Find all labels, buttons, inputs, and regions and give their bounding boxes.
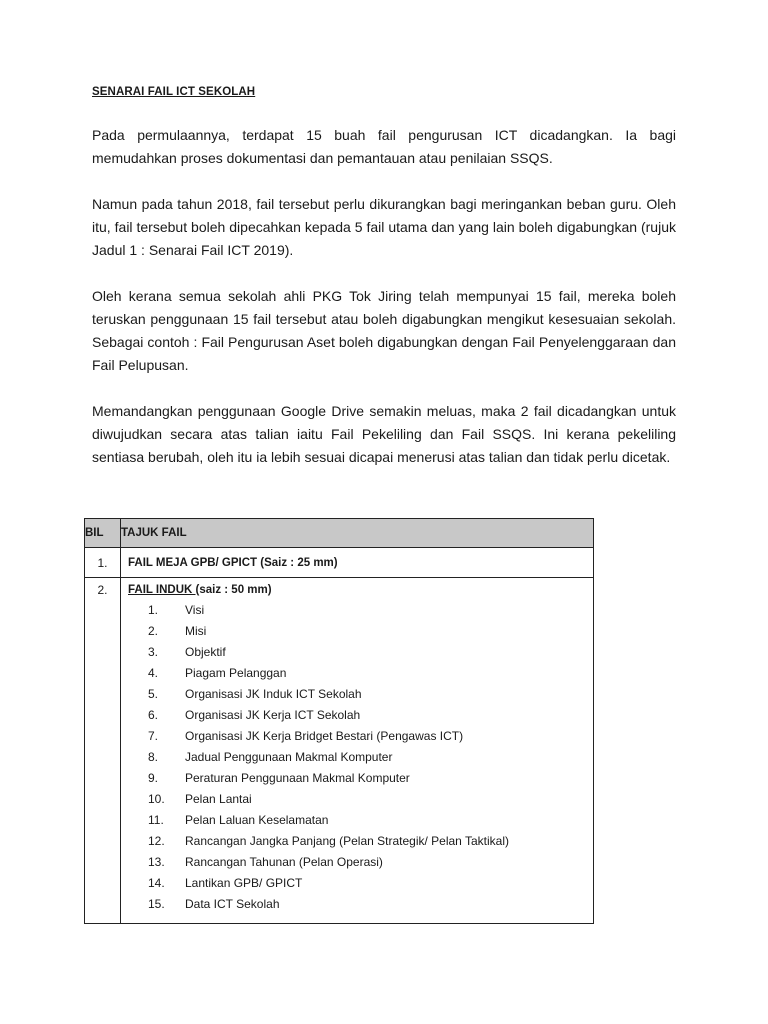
list-item xyxy=(128,852,593,873)
list-item xyxy=(128,663,593,684)
list-item xyxy=(128,789,593,810)
item-number: 2. xyxy=(148,624,159,638)
fail-induk-heading xyxy=(128,584,593,596)
item-number: 13. xyxy=(148,855,165,869)
item-label: Rancangan Tahunan (Pelan Operasi) xyxy=(185,855,383,869)
list-item xyxy=(128,894,593,915)
item-number: 12. xyxy=(148,834,165,848)
fail-induk-size: (saiz : 50 mm) xyxy=(195,584,272,596)
item-label: Misi xyxy=(185,624,207,638)
list-item xyxy=(128,810,593,831)
row-title: FAIL MEJA GPB/ GPICT (Saiz : 25 mm) xyxy=(121,548,594,578)
item-label: Jadual Penggunaan Makmal Komputer xyxy=(185,750,393,764)
row-number: 2. xyxy=(85,578,121,924)
item-number: 6. xyxy=(148,708,159,722)
paragraph-google-drive: Memandangkan penggunaan Google Drive semakin meluas, maka 2 fail dicadangkan untuk diwujudkan secara atas talian iaitu Fail Pekeliling dan Fail SSQS. Ini kerana pekeliling sentiasa berubah, oleh itu ia lebih sesuai dicapai menerusi atas talian dan tidak perlu dicetak. xyxy=(92,403,676,465)
item-label: Organisasi JK Kerja Bridget Bestari (Pengawas ICT) xyxy=(185,729,464,743)
item-number: 14. xyxy=(148,876,165,890)
paragraph-merge-example: Oleh kerana semua sekolah ahli PKG Tok Jiring telah mempunyai 15 fail, mereka boleh teruskan penggunaan 15 fail tersebut atau boleh digabungkan mengikut kesesuaian sekolah. Sebagai contoh : Fail Pengurusan Aset boleh digabungkan dengan Fail Penyelenggaraan dan Fail Pelupusan. xyxy=(92,288,676,373)
item-label: Pelan Lantai xyxy=(185,792,252,806)
item-number: 9. xyxy=(148,771,159,785)
paragraph-intro: Pada permulaannya, terdapat 15 buah fail pengurusan ICT dicadangkan. Ia bagi memudahkan proses dokumentasi dan pemantauan atau penilaian SSQS. xyxy=(92,127,676,166)
list-item xyxy=(128,726,593,747)
table-header-row xyxy=(85,519,594,548)
item-label: Rancangan Jangka Panjang (Pelan Strategik/ Pelan Taktikal) xyxy=(185,834,509,848)
paragraph-reduction: Namun pada tahun 2018, fail tersebut perlu dikurangkan bagi meringankan beban guru. Oleh itu, fail tersebut boleh dipecahkan kepada 5 fail utama dan yang lain boleh digabungkan (rujuk Jadul 1 : Senarai Fail ICT 2019). xyxy=(92,196,676,258)
header-tajuk-fail: TAJUK FAIL xyxy=(121,519,594,548)
item-number: 15. xyxy=(148,897,165,911)
fail-induk-contents xyxy=(128,600,593,915)
item-label: Peraturan Penggunaan Makmal Komputer xyxy=(185,771,410,785)
item-number: 11. xyxy=(148,813,164,827)
item-number: 10. xyxy=(148,792,165,806)
table-row xyxy=(85,578,594,924)
item-label: Piagam Pelanggan xyxy=(185,666,287,680)
list-item xyxy=(128,642,593,663)
item-number: 3. xyxy=(148,645,159,659)
item-number: 1. xyxy=(148,603,159,617)
item-label: Visi xyxy=(185,603,205,617)
item-number: 8. xyxy=(148,750,159,764)
item-label: Lantikan GPB/ GPICT xyxy=(185,876,303,890)
header-bil: BIL xyxy=(85,519,121,548)
fail-induk-name: FAIL INDUK xyxy=(128,584,196,596)
item-label: Data ICT Sekolah xyxy=(185,897,280,911)
item-number: 7. xyxy=(148,729,159,743)
document-title: SENARAI FAIL ICT SEKOLAH xyxy=(92,86,256,98)
file-list-table xyxy=(84,518,594,924)
list-item xyxy=(128,684,593,705)
item-number: 5. xyxy=(148,687,159,701)
list-item xyxy=(128,705,593,726)
list-item xyxy=(128,621,593,642)
item-label: Objektif xyxy=(185,645,226,659)
list-item xyxy=(128,747,593,768)
list-item xyxy=(128,768,593,789)
item-number: 4. xyxy=(148,666,159,680)
item-label: Organisasi JK Induk ICT Sekolah xyxy=(185,687,362,701)
row-number: 1. xyxy=(85,548,121,578)
list-item xyxy=(128,873,593,894)
row-title-cell xyxy=(121,578,594,924)
list-item xyxy=(128,600,593,621)
item-label: Organisasi JK Kerja ICT Sekolah xyxy=(185,708,361,722)
list-item xyxy=(128,831,593,852)
table-row xyxy=(85,548,594,578)
item-label: Pelan Laluan Keselamatan xyxy=(185,813,329,827)
